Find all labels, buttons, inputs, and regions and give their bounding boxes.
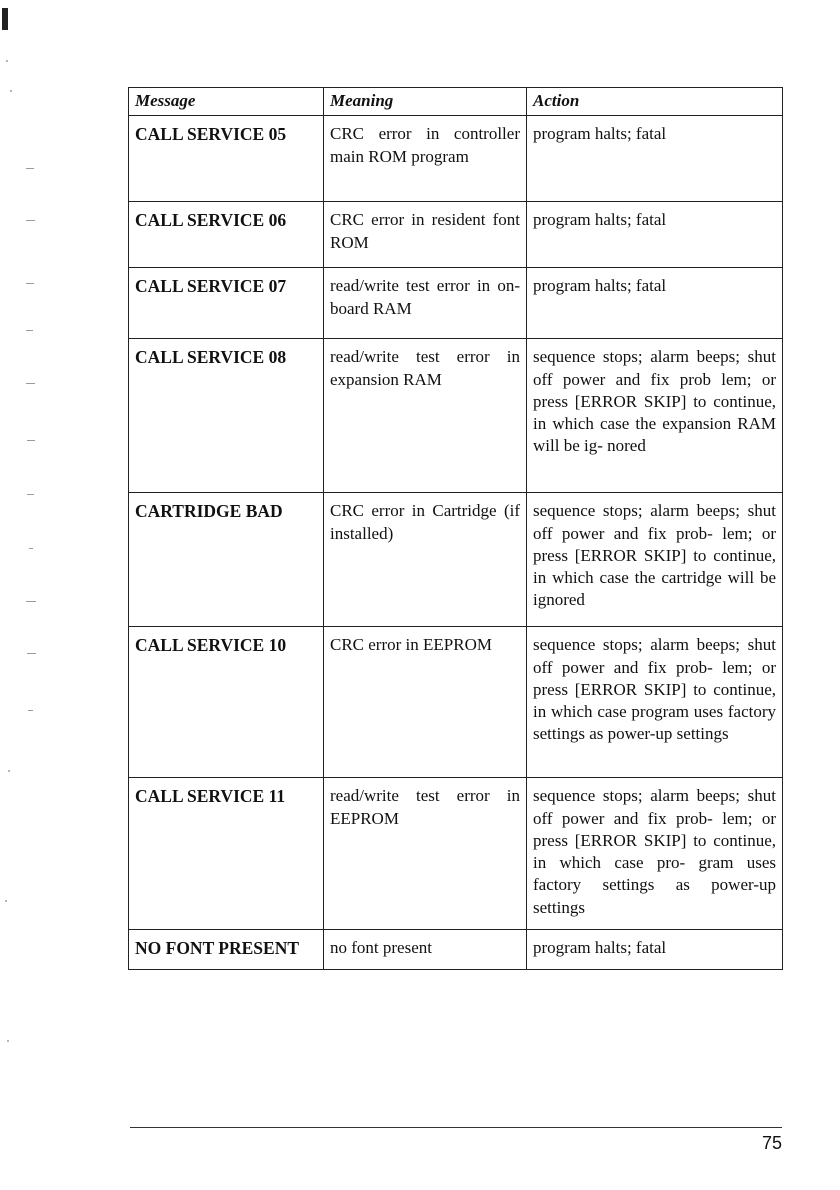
table-row [129, 339, 783, 493]
table-row [129, 116, 783, 202]
table-row [129, 268, 783, 339]
row-message: CALL SERVICE 07 [129, 268, 324, 339]
row-action: sequence stops; alarm beeps; shut off power and fix prob- lem; or press [ERROR SKIP] to continue, in which case program uses factory settings as power-up settings [527, 627, 783, 778]
row-action: program halts; fatal [527, 268, 783, 339]
row-message: CALL SERVICE 05 [129, 116, 324, 202]
row-meaning: CRC error in EEPROM [324, 627, 527, 778]
row-message: NO FONT PRESENT [129, 930, 324, 970]
header-meaning: Meaning [324, 88, 527, 116]
header-message: Message [129, 88, 324, 116]
row-meaning: CRC error in controller main ROM program [324, 116, 527, 202]
page-number: 75 [761, 1133, 782, 1153]
table-row [129, 493, 783, 627]
row-action: program halts; fatal [527, 930, 783, 970]
row-action: program halts; fatal [527, 202, 783, 268]
row-meaning: read/write test error in EEPROM [324, 778, 527, 930]
row-action: sequence stops; alarm beeps; shut off power and fix prob- lem; or press [ERROR SKIP] to continue, in which case the cartridge will be ignored [527, 493, 783, 627]
row-message: CALL SERVICE 06 [129, 202, 324, 268]
table-header-row [129, 88, 783, 116]
row-meaning: no font present [324, 930, 527, 970]
row-message: CARTRIDGE BAD [129, 493, 324, 627]
row-message: CALL SERVICE 10 [129, 627, 324, 778]
row-meaning: read/write test error in expansion RAM [324, 339, 527, 493]
row-message: CALL SERVICE 08 [129, 339, 324, 493]
row-action: sequence stops; alarm beeps; shut off power and fix prob lem; or press [ERROR SKIP] to continue, in which case the expansion RAM will be ig- nored [527, 339, 783, 493]
error-message-table [128, 87, 783, 970]
table-row [129, 627, 783, 778]
row-action: program halts; fatal [527, 116, 783, 202]
row-meaning: CRC error in resident font ROM [324, 202, 527, 268]
table-row [129, 202, 783, 268]
row-meaning: read/write test error in on-board RAM [324, 268, 527, 339]
scan-margin-marks [0, 0, 40, 1190]
row-message: CALL SERVICE 11 [129, 778, 324, 930]
table-row [129, 778, 783, 930]
footer-rule [130, 1127, 782, 1128]
row-meaning: CRC error in Cartridge (if installed) [324, 493, 527, 627]
header-action: Action [527, 88, 783, 116]
table-row [129, 930, 783, 970]
row-action: sequence stops; alarm beeps; shut off power and fix prob- lem; or press [ERROR SKIP] to continue, in which case pro- gram uses factory settings as power-up settings [527, 778, 783, 930]
